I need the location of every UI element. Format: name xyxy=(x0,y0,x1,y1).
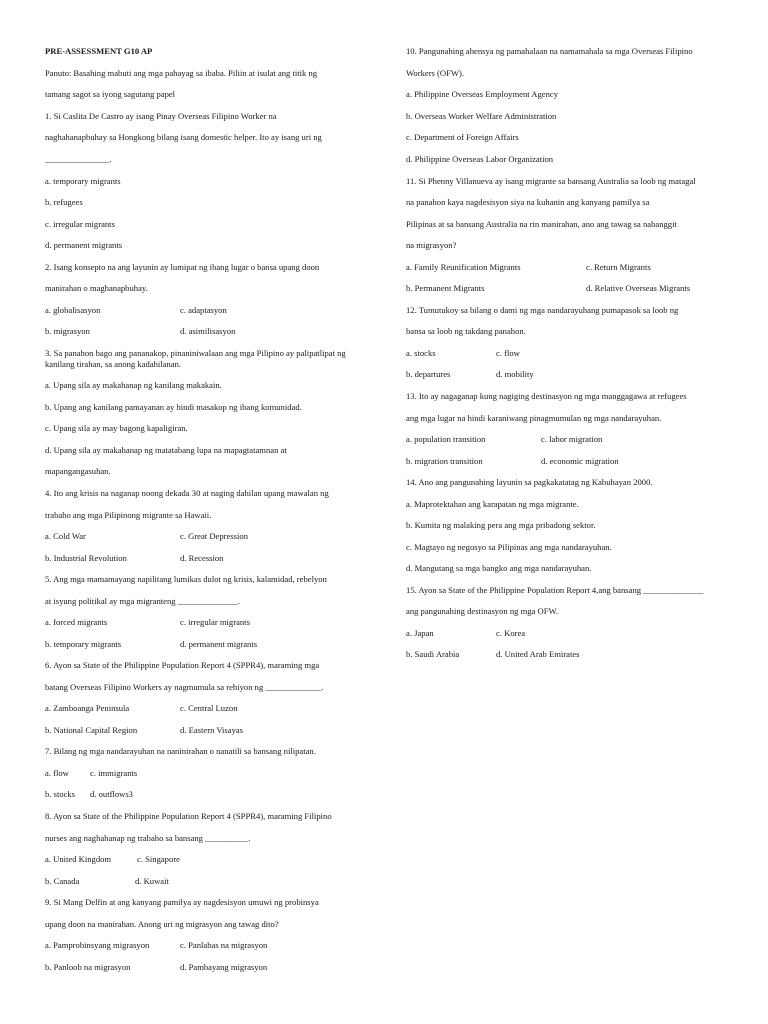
question-10-option-d: d. Philippine Overseas Labor Organization xyxy=(406,154,554,164)
document-title: PRE-ASSESSMENT G10 AP xyxy=(45,46,153,56)
question-11-text: na panahon kaya nagdesisyon siya na kuhanin ang kanyang pamilya sa xyxy=(406,197,650,207)
question-3-option-b: b. Upang ang kanilang pamayanan ay hindi masakop ng ibang komunidad. xyxy=(45,402,302,412)
question-15-option-b: b. Saudi Arabia xyxy=(406,649,460,659)
question-5-option-b: b. temporary migrants xyxy=(45,639,122,649)
instructions-line: Panuto: Basahing mabuti ang mga pahayag sa ibaba. Piliin at isulat ang titik ng xyxy=(45,68,318,78)
question-15-text: 15. Ayon sa State of the Philippine Population Report 4,ang bansang ______________ xyxy=(406,585,704,595)
question-9-option-d: d. Pambayang migrasyon xyxy=(180,962,268,972)
question-10-option-b: b. Overseas Worker Welfare Administration xyxy=(406,111,557,121)
question-8-option-b: b. Canada xyxy=(45,876,80,886)
question-7-text: 7. Bilang ng mga nandarayuhan na naninirahan o nanatili sa bansang nilipatan. xyxy=(45,746,316,756)
question-9-option-a: a. Pamprobinsyang migrasyon xyxy=(45,940,150,950)
question-10-text: 10. Pangunahing ahensya ng pamahalaan na namamahala sa mga Overseas Filipino xyxy=(406,46,693,56)
question-11-text: 11. Si Phenny Villanueva ay isang migrante sa bansang Australia sa loob ng matagal xyxy=(406,176,696,186)
question-5-option-a: a. forced migrants xyxy=(45,617,108,627)
question-8-text: 8. Ayon sa State of the Philippine Population Report 4 (SPPR4), maraming Filipino xyxy=(45,811,332,821)
question-9-text: 9. Si Mang Delfin at ang kanyang pamilya ay nagdesisyon umuwi ng probinsya xyxy=(45,897,319,907)
question-8-text: nurses ang naghahanap ng trabaho sa bansang __________. xyxy=(45,833,251,843)
question-1-text: 1. Si Caslita De Castro ay isang Pinay Overseas Filipino Worker na xyxy=(45,111,277,121)
question-14-option-d: d. Mangutang sa mga bangko ang mga nandarayuhan. xyxy=(406,563,592,573)
question-10-text: Workers (OFW). xyxy=(406,68,465,78)
question-12-option-d: d. mobility xyxy=(496,369,534,379)
question-1-option-a: a. temporary migrants xyxy=(45,176,121,186)
question-6-text: batang Overseas Filipino Workers ay nagmumula sa rehiyon ng _____________. xyxy=(45,682,324,692)
question-15-text: ang pangunahing destinasyon ng mga OFW. xyxy=(406,606,558,616)
question-14-option-a: a. Maprotektahan ang karapatan ng mga migrante. xyxy=(406,499,579,509)
question-8-option-a: a. United Kingdom xyxy=(45,854,112,864)
question-13-option-a: a. population transition xyxy=(406,434,486,444)
question-10-option-a: a. Philippine Overseas Employment Agency xyxy=(406,89,559,99)
question-4-option-c: c. Great Depression xyxy=(180,531,249,541)
question-6-option-d: d. Eastern Visayas xyxy=(180,725,244,735)
question-12-option-c: c. flow xyxy=(496,348,520,358)
question-9-text: upang doon na manirahan. Anong uri ng migrasyon ang tawag dito? xyxy=(45,919,279,929)
question-15-option-d: d. United Arab Emirates xyxy=(496,649,580,659)
question-11-option-c: c. Return Migrants xyxy=(586,262,651,272)
question-9-option-c: c. Panlabas na migrasyon xyxy=(180,940,268,950)
question-12-option-a: a. stocks xyxy=(406,348,436,358)
question-14-option-c: c. Magtayo ng negosyo sa Pilipinas ang mga nandarayuhan. xyxy=(406,542,612,552)
question-2-option-a: a. globalisasyon xyxy=(45,305,101,315)
question-10-option-c: c. Department of Foreign Affairs xyxy=(406,132,519,142)
question-11-text: Pilipinas at sa bansang Australia na rin manirahan, ano ang tawag sa nabanggit xyxy=(406,219,677,229)
question-6-option-b: b. National Capital Region xyxy=(45,725,138,735)
question-9-option-b: b. Panloob na migrasyon xyxy=(45,962,131,972)
question-13-option-d: d. economic migration xyxy=(541,456,619,466)
question-4-text: trabaho ang mga Pilipinong migrante sa Hawaii. xyxy=(45,510,212,520)
question-12-text: 12. Tumutukoy sa bilang o dami ng mga nandarayuhang pumapasok sa loob ng xyxy=(406,305,679,315)
question-14-option-b: b. Kumita ng malaking pera ang mga pribadong sektor. xyxy=(406,520,596,530)
question-4-option-a: a. Cold War xyxy=(45,531,86,541)
question-13-option-c: c. labor migration xyxy=(541,434,603,444)
question-7-option-d: d. outflows3 xyxy=(90,789,133,799)
question-2-text: manirahan o maghanapbuhay. xyxy=(45,283,148,293)
question-14-text: 14. Ano ang pangunahing layunin sa pagkakatatag ng Kabuhayan 2000. xyxy=(406,477,653,487)
question-6-option-a: a. Zamboanga Peninsula xyxy=(45,703,130,713)
question-1-text: _______________. xyxy=(45,154,112,164)
question-7-option-a: a. flow xyxy=(45,768,69,778)
question-2-option-b: b. migrasyon xyxy=(45,326,90,336)
question-8-option-c: c. Singapore xyxy=(137,854,180,864)
question-5-option-c: c. irregular migrants xyxy=(180,617,250,627)
question-3-option-d: d. Upang sila ay makahanap ng matatabang lupa na mapagtatamnan at xyxy=(45,445,287,455)
question-4-option-b: b. Industrial Revolution xyxy=(45,553,127,563)
question-2-option-c: c. adaptasyon xyxy=(180,305,227,315)
question-11-option-b: b. Permanent Migrants xyxy=(406,283,485,293)
question-3-option-a: a. Upang sila ay makahanap ng kanilang makakain. xyxy=(45,380,222,390)
question-7-option-c: c. immigrants xyxy=(90,768,138,778)
question-6-option-c: c. Central Luzon xyxy=(180,703,238,713)
question-13-option-b: b. migration transition xyxy=(406,456,483,466)
question-3-text: 3. Sa panahon bago ang pananakop, pinaniniwalaan ang mga Pilipino ay palipatlipat ng kanilang tirahan, sa anong kadahilanan. xyxy=(45,348,346,369)
question-11-option-d: d. Relative Overseas Migrants xyxy=(586,283,691,293)
question-15-option-a: a. Japan xyxy=(406,628,434,638)
question-5-option-d: d. permanent migrants xyxy=(180,639,258,649)
question-13-text: 13. Ito ay nagaganap kung nagiging destinasyon ng mga manggagawa at refugees xyxy=(406,391,687,401)
question-11-option-a: a. Family Reunification Migrants xyxy=(406,262,521,272)
question-15-option-c: c. Korea xyxy=(496,628,526,638)
question-11-text: na migrasyon? xyxy=(406,240,457,250)
question-7-option-b: b. stocks xyxy=(45,789,76,799)
question-12-text: bansa sa loob ng takdang panahon. xyxy=(406,326,526,336)
question-2-text: 2. Isang konsepto na ang layunin ay lumipat ng ibang lugar o bansa upang doon xyxy=(45,262,320,272)
question-13-text: ang mga lugar na hindi karaniwang pinagmumulan ng mga nandarayuhan. xyxy=(406,413,662,423)
question-3-option-d-cont: mapangangasuhan. xyxy=(45,466,111,476)
question-1-option-d: d. permanent migrants xyxy=(45,240,123,250)
question-4-text: 4. Ito ang krisis na naganap noong dekada 30 at naging dahilan upang mawalan ng xyxy=(45,488,329,498)
question-2-option-d: d. asimilisasyon xyxy=(180,326,236,336)
question-6-text: 6. Ayon sa State of the Philippine Population Report 4 (SPPR4), maraming mga xyxy=(45,660,320,670)
question-1-option-c: c. irregular migrants xyxy=(45,219,115,229)
question-3-option-c: c. Upang sila ay may bagong kapaligiran. xyxy=(45,423,188,433)
question-5-text: at isyung politikal ay mga migranteng ______________. xyxy=(45,596,241,606)
instructions-line: tamang sagot sa iyong sagutang papel xyxy=(45,89,176,99)
question-4-option-d: d. Recession xyxy=(180,553,224,563)
question-8-option-d: d. Kuwait xyxy=(135,876,169,886)
question-12-option-b: b. departures xyxy=(406,369,451,379)
question-1-text: naghahanapbuhay sa Hongkong bilang isang domestic helper. Ito ay isang uri ng xyxy=(45,132,322,142)
question-1-option-b: b. refugees xyxy=(45,197,83,207)
question-5-text: 5. Ang mga mamamayang napilitang lumikas dulot ng krisis, kalamidad, rebelyon xyxy=(45,574,327,584)
